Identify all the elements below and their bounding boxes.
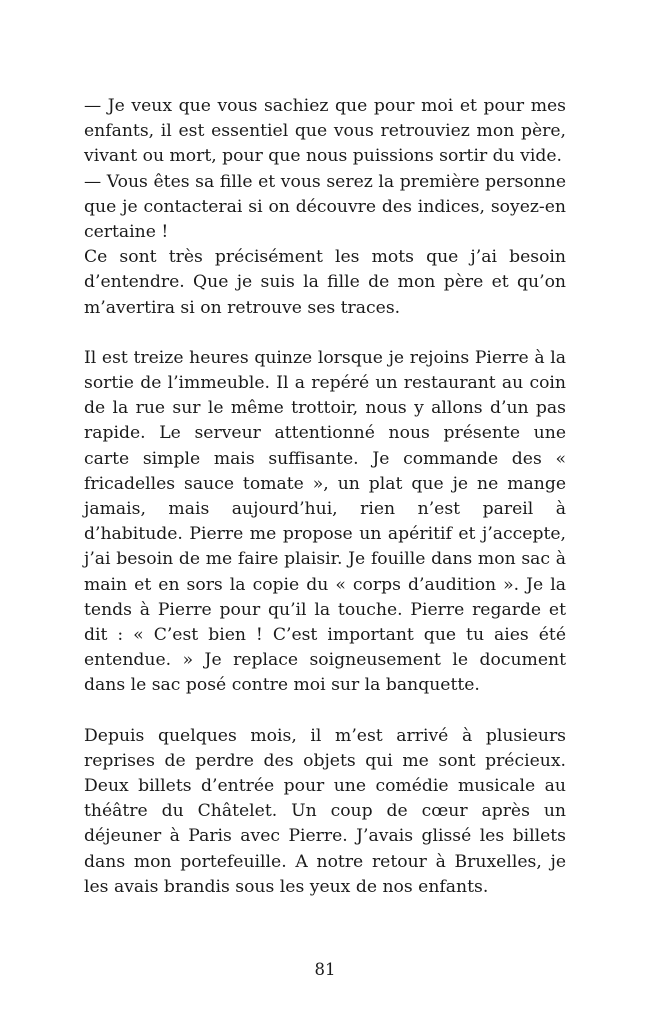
paragraph: Il est treize heures quinze lorsque je rejoins Pierre à la sortie de l’immeuble. Il a repéré un restaurant au coin de la rue sur le même trottoir, nous y allons d’un pas rapide. Le serveur attentionné nous présente une carte simple mais suffisante. Je commande des « fricadelles sauce tomate », un plat que je ne mange jamais, mais aujourd’hui, rien n’est pareil à d’habitude. Pierre me propose un apéritif et j’accepte, j’ai besoin de me faire plaisir. Je fouille dans mon sac à main et en sors la copie du « corps d’audition ». Je la tends à Pierre pour qu’il la touche. Pierre regarde et dit : « C’est bien ! C’est important que tu aies été entendue. » Je replace soigneusement le document dans le sac posé contre moi sur la banquette. bbox=[84, 347, 566, 696]
dialogue-line: — Vous êtes sa fille et vous serez la première personne que je contacterai si on découvre des indices, soyez-en certaine ! bbox=[84, 171, 566, 243]
dialogue-line: — Je veux que vous sachiez que pour moi et pour mes enfants, il est essentiel que vous retrouviez mon père, vivant ou mort, pour que nous puissions sortir du vide. bbox=[84, 96, 566, 167]
body-text bbox=[84, 94, 566, 900]
paragraph: Ce sont très précisément les mots que j’ai besoin d’entendre. Que je suis la fille de mon père et qu’on m’avertira si on retrouve ses traces. bbox=[84, 247, 566, 318]
paragraph: Depuis quelques mois, il m’est arrivé à plusieurs reprises de perdre des objets qui me sont précieux. Deux billets d’entrée pour une comédie musicale au théâtre du Châtelet. Un coup de cœur après un déjeuner à Paris avec Pierre. J’avais glissé les billets dans mon portefeuille. A notre retour à Bruxelles, je les avais brandis sous les yeux de nos enfants. bbox=[84, 725, 566, 897]
page-number: 81 bbox=[314, 960, 336, 979]
